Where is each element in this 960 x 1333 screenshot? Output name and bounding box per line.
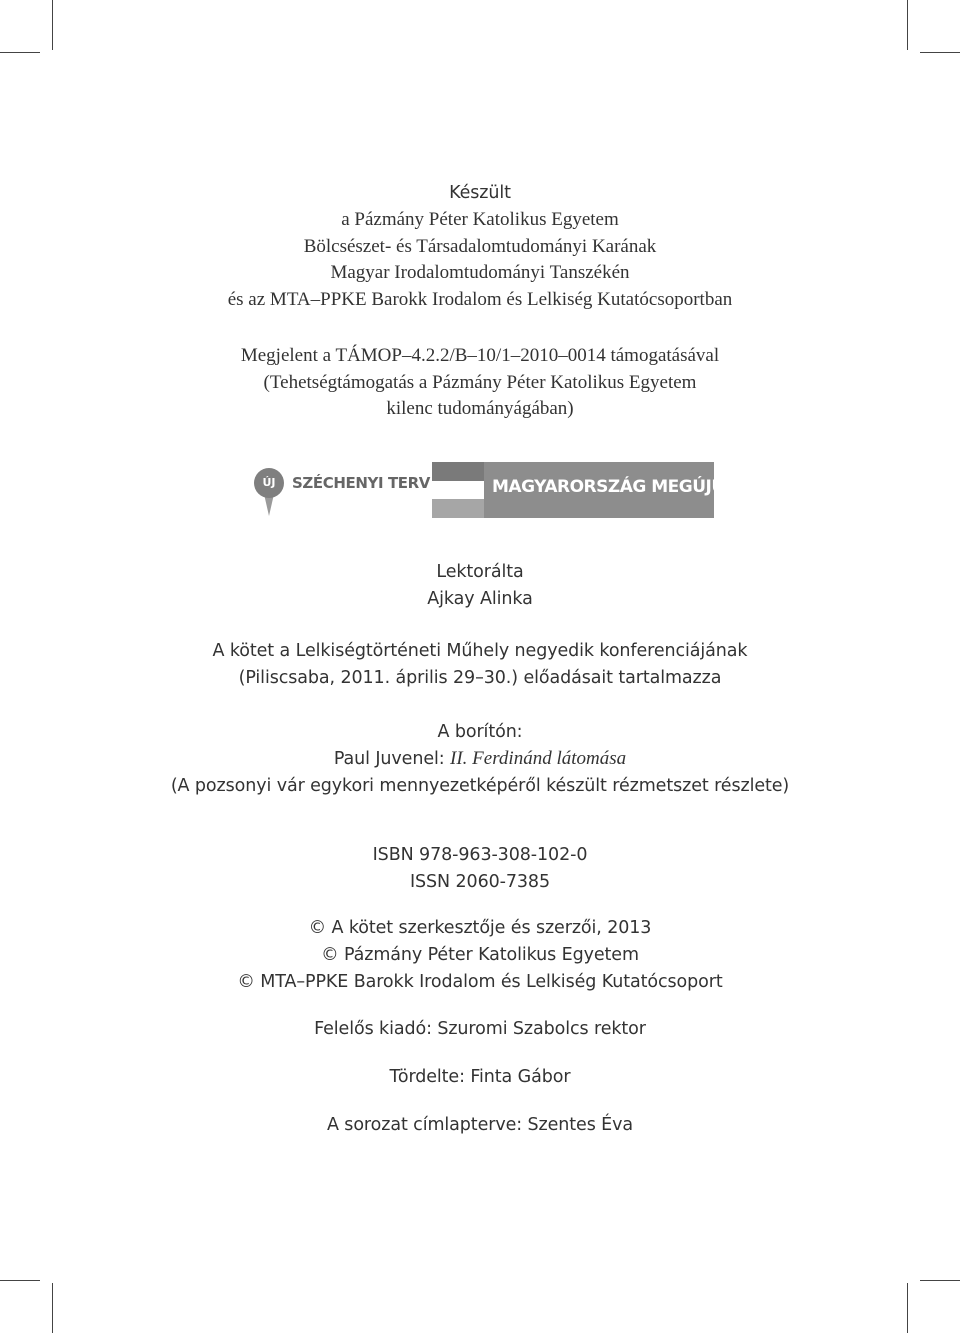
made-at-line: Bölcsészet- és Társadalomtudományi Karának (303, 235, 657, 257)
publisher-block (0, 1016, 960, 1043)
crop-mark-top-left-vertical (52, 0, 53, 50)
cover-artwork (0, 746, 960, 773)
isbn: ISBN 978-963-308-102-0 (372, 845, 588, 865)
copyright-line: © MTA–PPKE Barokk Irodalom és Lelkiség Kutatócsoport (237, 972, 723, 992)
funding-line: Megjelent a TÁMOP–4.2.2/B–10/1–2010–0014 támogatásával (240, 345, 720, 366)
issn: ISSN 2060-7385 (409, 872, 551, 892)
typesetter: Tördelte: Finta Gábor (389, 1067, 571, 1087)
made-at-line: a Pázmány Péter Katolikus Egyetem (341, 209, 619, 230)
crop-mark-bottom-left-vertical (52, 1283, 53, 1333)
reviewer-label: Lektorálta (436, 562, 524, 582)
identifiers-block (0, 842, 960, 896)
crop-mark-top-right-vertical (907, 0, 908, 50)
cover-title: II. Ferdinánd látomása (450, 748, 627, 769)
content-note-line: (Piliscsaba, 2011. április 29–30.) előadásait tartalmazza (238, 668, 722, 688)
crop-mark-bottom-right-vertical (907, 1283, 908, 1333)
made-at-line: Készült (449, 183, 511, 203)
reviewer-name: Ajkay Alinka (427, 589, 533, 609)
content-note-line: A kötet a Lelkiségtörténeti Műhely negyedik konferenciájának (212, 641, 748, 661)
szechenyi-terv-logo (250, 464, 430, 520)
typesetter-block (0, 1064, 960, 1091)
made-at-line: és az MTA–PPKE Barokk Irodalom és Lelkiség Kutatócsoportban (227, 288, 733, 310)
cover-block (0, 719, 960, 800)
magyarorszag-megujul-text: MAGYARORSZÁG MEGÚJUL (492, 477, 735, 497)
made-at-block (0, 180, 960, 313)
cover-label: A borítón: (437, 722, 523, 742)
cover-artist: Paul Juvenel: (333, 749, 451, 769)
series-designer-block (0, 1112, 960, 1139)
crop-mark-bottom-right-horizontal (920, 1280, 960, 1281)
series-cover-designer: A sorozat címlapterve: Szentes Éva (326, 1115, 634, 1135)
copyright-block (0, 915, 960, 996)
hungarian-flag-icon (432, 462, 484, 518)
publisher: Felelős kiadó: Szuromi Szabolcs rektor (314, 1019, 646, 1039)
funding-line: (Tehetségtámogatás a Pázmány Péter Katolikus Egyetem (263, 371, 697, 393)
cover-caption: (A pozsonyi vár egykori mennyezetképéről készült rézmetszet részlete) (170, 775, 790, 796)
flag-stripe-top (432, 462, 484, 481)
reviewer-block (0, 559, 960, 613)
funding-block (0, 343, 960, 423)
crop-mark-top-left-horizontal (0, 52, 40, 53)
flag-stripe-middle (432, 481, 484, 500)
sponsor-logos (250, 462, 735, 522)
uj-badge-icon: ÚJ (254, 468, 284, 498)
magyarorszag-megujul-logo (432, 462, 735, 518)
copyright-line: © Pázmány Péter Katolikus Egyetem (321, 945, 639, 965)
crop-mark-bottom-left-horizontal (0, 1280, 40, 1281)
crop-mark-top-right-horizontal (920, 52, 960, 53)
made-at-line: Magyar Irodalomtudományi Tanszékén (330, 262, 630, 284)
copyright-line: © A kötet szerkesztője és szerzői, 2013 (308, 918, 652, 938)
content-note-block (0, 638, 960, 692)
flag-stripe-bottom (432, 499, 484, 518)
funding-line: kilenc tudományágában) (386, 398, 574, 420)
szechenyi-terv-text: SZÉCHENYI TERV (292, 474, 430, 492)
